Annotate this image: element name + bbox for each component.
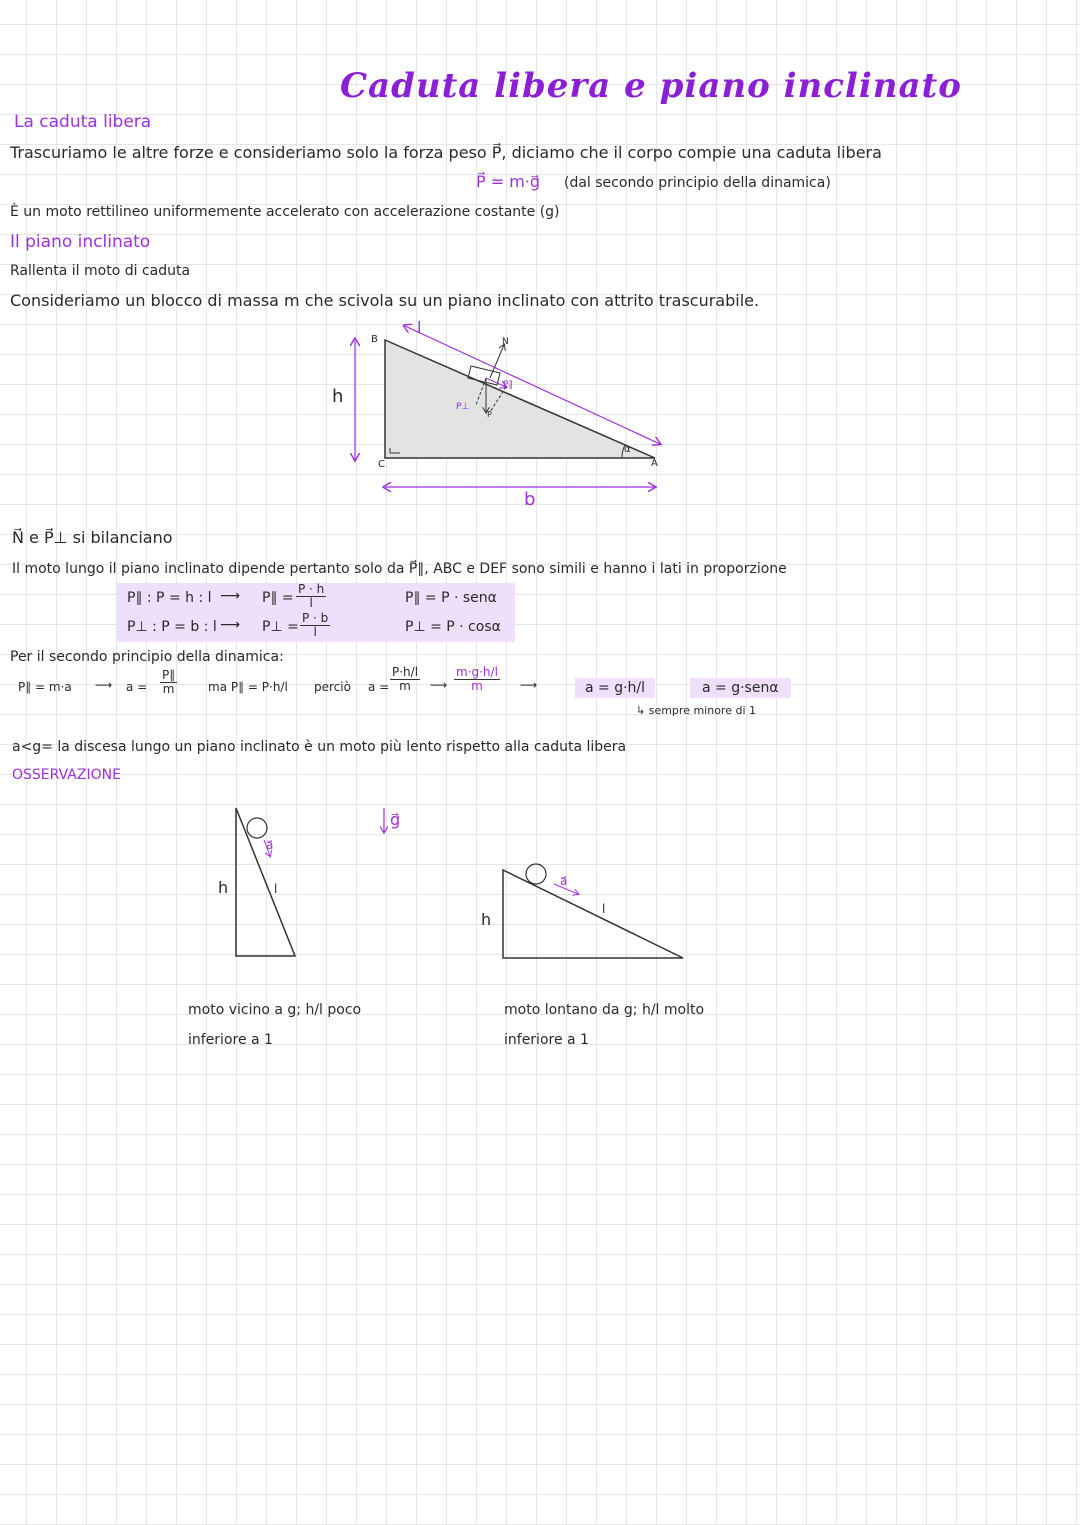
prop-r1-frac xyxy=(296,583,326,610)
dyn-arrow2: ⟶ xyxy=(430,678,448,692)
dynamics-heading: Per il secondo principio della dinamica: xyxy=(10,649,284,665)
observation-heading: OSSERVAZIONE xyxy=(12,767,121,783)
label-l: l xyxy=(417,318,422,337)
conclusion: a<g= la discesa lungo un piano inclinato è un moto più lento rispetto alla caduta libera xyxy=(12,739,627,755)
dyn-eq5-lhs: a = xyxy=(368,680,390,694)
dyn-eq3: ma P∥ = P·h/l xyxy=(208,680,288,694)
prop-r1-left: P∥ : P = h : l xyxy=(127,590,212,606)
dyn-eq8: a = g·senα xyxy=(690,678,791,698)
prop-r1-den: l xyxy=(309,596,313,610)
heading-incline: Il piano inclinato xyxy=(10,232,151,252)
prop-r2-den: l xyxy=(313,625,317,639)
observation-diagrams xyxy=(0,780,1080,980)
balance-line2: Il moto lungo il piano inclinato dipende pertanto solo da P⃗∥, ABC e DEF sono simili e hanno i lati in proporzione xyxy=(12,561,787,577)
prop-r1-num: P · h xyxy=(298,582,325,596)
left-l-label: l xyxy=(274,882,278,896)
incline-triangle xyxy=(385,340,655,458)
incline-diagram xyxy=(0,0,1080,520)
prop-r2-right: P⊥ = P · cosα xyxy=(405,619,501,635)
steep-ball xyxy=(247,818,267,838)
prop-r2-arrow: ⟶ xyxy=(220,617,241,633)
right-caption2: inferiore a 1 xyxy=(504,1032,589,1048)
right-h-label: h xyxy=(481,910,492,929)
label-Pperp: P⊥ xyxy=(456,402,470,412)
free-fall-line1: Trascuriamo le altre forze e consideriamo solo la forza peso P⃗, diciamo che il corpo compie una caduta libera xyxy=(10,143,882,162)
heading-free-fall: La caduta libera xyxy=(14,112,152,132)
dyn-arrow1: ⟶ xyxy=(95,678,113,692)
right-l-label: l xyxy=(602,902,606,916)
right-caption1: moto lontano da g; h/l molto xyxy=(504,1002,705,1018)
steep-incline xyxy=(236,808,295,956)
dyn-eq7: a = g·h/l xyxy=(575,678,655,698)
weight-formula: P⃗ = m·g⃗ xyxy=(476,172,541,191)
left-caption1: moto vicino a g; h/l poco xyxy=(188,1002,362,1018)
dyn-note-text: sempre minore di 1 xyxy=(648,704,757,717)
dyn-eq6-den: m xyxy=(471,679,483,693)
label-alpha: α xyxy=(624,444,631,455)
balance-line1: N⃗ e P⃗⊥ si bilanciano xyxy=(12,528,173,547)
label-A: A xyxy=(651,458,658,469)
dyn-eq1: P∥ = m·a xyxy=(18,680,72,694)
dyn-eq6-num: m·g·h/l xyxy=(456,665,498,679)
left-a-label: a⃗ xyxy=(266,838,274,852)
prop-r1-arrow: ⟶ xyxy=(220,588,241,604)
dyn-eq4: perciò xyxy=(314,680,351,694)
label-N: N xyxy=(502,337,509,347)
shallow-incline xyxy=(503,870,683,958)
label-C: C xyxy=(378,459,385,470)
label-b: b xyxy=(524,489,536,510)
right-a-label: a⃗ xyxy=(560,874,568,888)
label-Ppar: P∥ xyxy=(503,380,513,390)
prop-r1-mid: P∥ = xyxy=(262,590,294,606)
left-caption2: inferiore a 1 xyxy=(188,1032,273,1048)
prop-r2-mid: P⊥ = xyxy=(262,619,299,635)
weight-formula-note: (dal secondo principio della dinamica) xyxy=(564,175,831,191)
free-fall-line2: È un moto rettilineo uniformemente accelerato con accelerazione costante (g) xyxy=(10,204,560,220)
label-B: B xyxy=(371,334,378,345)
normal-force-arrow xyxy=(490,345,504,378)
left-h-label: h xyxy=(218,878,229,897)
dyn-eq2-frac xyxy=(160,669,177,696)
dyn-eq5-frac xyxy=(390,666,420,693)
incline-line2: Consideriamo un blocco di massa m che scivola su un piano inclinato con attrito trascurabile. xyxy=(10,291,760,310)
prop-r2-frac xyxy=(300,612,330,639)
dyn-eq2-den: m xyxy=(162,682,175,696)
dyn-eq6-frac xyxy=(454,666,500,693)
prop-r2-num: P · b xyxy=(302,611,329,625)
dyn-arrow3: ⟶ xyxy=(520,678,538,692)
page-title: Caduta libera e piano inclinato xyxy=(340,66,962,106)
dyn-eq5-den: m xyxy=(399,679,411,693)
dyn-eq2-lhs: a = xyxy=(126,680,148,694)
incline-line1: Rallenta il moto di caduta xyxy=(10,263,191,279)
dyn-eq2-num: P∥ xyxy=(162,668,176,682)
label-P: P xyxy=(487,410,492,419)
g-label: g⃗ xyxy=(390,810,401,829)
dyn-note: ↳ sempre minore di 1 xyxy=(636,704,757,717)
label-h: h xyxy=(332,386,344,407)
dyn-eq5-num: P·h/l xyxy=(392,665,419,679)
prop-r1-right: P∥ = P · senα xyxy=(405,590,497,606)
shallow-ball xyxy=(526,864,546,884)
prop-r2-left: P⊥ : P = b : l xyxy=(127,619,217,635)
